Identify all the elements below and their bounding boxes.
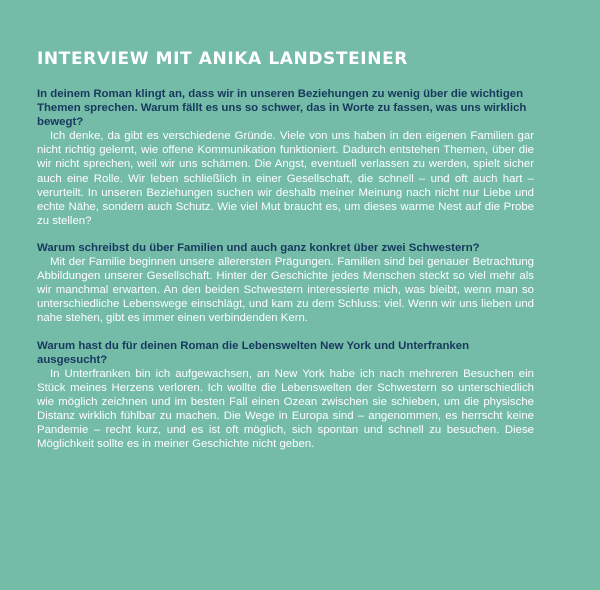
qa-section-2 xyxy=(37,241,534,326)
answer-1: Ich denke, da gibt es verschiedene Gründe. Viele von uns haben in den eigenen Familien gar nicht richtig gelernt, wie offene Kommunikation funktioniert. Dadurch entstehen Themen, über die wir nicht sprechen, weil wir uns schämen. Die Angst, eventuell verlassen zu werden, spielt sicher auch eine Rolle. Wir leben schließlich in einer Gesellschaft, die schnell – und oft auch hart – verurteilt. In unseren Beziehungen suchen wir deshalb meiner Meinung nach nicht nur Liebe und echte Nähe, sondern auch Schutz. Wie viel Mut braucht es, um dieses warme Nest auf die Probe zu stellen? xyxy=(37,130,534,227)
answer-2: Mit der Familie beginnen unsere allerersten Prägungen. Familien sind bei genauer Betrachtung Abbildungen unserer Gesellschaft. Hinter der Geschichte jedes Menschen steckt so viel mehr als wir manchmal erwarten. An den beiden Schwestern interessierte mich, was bleibt, wenn man so unterschiedliche Lebenswege einschlägt, und kam zu dem Schluss: viel. Wenn wir uns lieben und nahe stehen, gibt es immer einen verbindenden Kern. xyxy=(37,256,534,325)
question-1: In deinem Roman klingt an, dass wir in unseren Beziehungen zu wenig über die wichtigen Themen sprechen. Warum fällt es uns so schwer, das in Worte zu fassen, was uns wirklich bewegt? xyxy=(37,88,527,129)
question-3: Warum hast du für deinen Roman die Lebenswelten New York und Unterfranken ausgesucht? xyxy=(37,339,470,366)
page-title: INTERVIEW MIT ANIKA LANDSTEINER xyxy=(37,49,408,69)
qa-section-3 xyxy=(37,339,534,452)
question-2: Warum schreibst du über Familien und auch ganz konkret über zwei Schwestern? xyxy=(37,241,480,254)
answer-3: In Unterfranken bin ich aufgewachsen, an New York habe ich nach mehreren Besuchen ein Stück meines Herzens verloren. Ich wollte die Lebenswelten der Schwestern so unterschiedlich wie möglich zeichnen und im besten Fall einen Ozean zwischen sie schieben, um die physische Distanz wirklich fühlbar zu machen. Die Wege in Europa sind – angenommen, es herrscht keine Pandemie – recht kurz, und es ist oft möglich, sich spontan und schnell zu besuchen. Diese Möglichkeit sollte es in meiner Geschichte nicht geben. xyxy=(37,367,534,451)
qa-section-1 xyxy=(37,87,534,228)
